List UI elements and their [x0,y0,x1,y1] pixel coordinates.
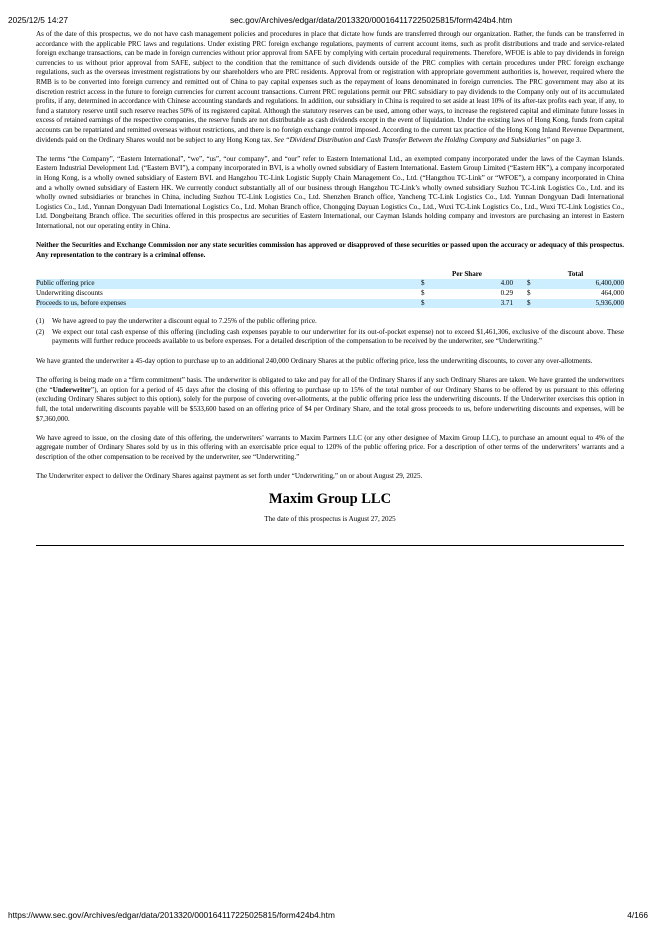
total-value: 6,400,000 [537,279,624,289]
currency: $ [421,289,425,298]
currency: $ [421,279,431,289]
row-label: Proceeds to us, before expenses [36,299,421,309]
print-title: sec.gov/Archives/edgar/data/2013320/000164117225025815/form424b4.htm [230,15,513,25]
per-share-header: Per Share [452,269,482,278]
table-row [36,289,624,299]
footnote [36,328,624,347]
paragraph-text: on page 3. [550,135,582,144]
divider [36,545,624,546]
row-label: Underwriting discounts [36,289,103,298]
page-url: https://www.sec.gov/Archives/edgar/data/2013320/000164117225025815/form424b4.htm [8,910,335,920]
terms-paragraph: The terms “the Company”, “Eastern International”, “we”, “us”, “our company”, and “our” refer to Eastern International Ltd., an exempted company incorporated under the laws of the Cayman Islands. Eastern Industrial Development Ltd. (“Eastern BVI”), a company incorporated in BVI, is a wholly owned subsidiary of Eastern International. Eastern Group Limited (“Eastern HK”), a company incorporated in Hong Kong, is a wholly owned subsidiary of Eastern BVI. and Hangzhou TC-Link Logistic Supply Chain Management Co., Ltd. (“Hangzhou TC-Link” or “WFOE”), a company incorporated in China and a wholly owned subsidiary of Eastern HK. We currently conduct substantially all of our business through Hangzhou TC-Link’s wholly owned subsidiary Suzhou TC-Link Logistics Co., Ltd. and its wholly owned subsidiaries or branches in China, including Suzhou TC-Link Logistics Co., Ltd. Shenzhen Branch office, Yancheng TC-Link Logistics Co., Ltd. Yunnan Dongyuan Dadi International Logistics Co., Ltd., Yunnan Dongyuan Dadi International Logistics Co., Ltd. Mohan Branch office, Chongqing Dayuan Logistics Co., Ltd., Wuxi TC-Link Logistics Co., Ltd., Wuxi TC-Link Logistics Co., Ltd. Dongbeitang Branch office. The securities offered in this prospectus are securities of Eastern International, our Cayman Islands holding company and investors are purchasing an interest in Eastern International, not our operating entity in China. [36,154,624,230]
row-label: Public offering price [36,279,421,289]
document-body [36,30,624,546]
offering-table [36,270,624,308]
per-share-value: 3.71 [431,299,513,309]
overallotment-paragraph: We have granted the underwriter a 45-day option to purchase up to an additional 240,000 Ordinary Shares at the public offering price, less the underwriting discounts, to cover any over-allotments. [36,357,593,365]
table-header [36,270,624,280]
per-share-value: 4.00 [431,279,513,289]
currency: $ [421,299,431,309]
currency: $ [527,299,537,309]
footnote-text: We expect our total cash expense of this offering (including cash expenses payable to our underwriter for its out-of-pocket expense) not to exceed $1,461,306, exclusive of the discount above. These payments will further reduce proceeds available to us before expenses. For a detailed description of the compensation to be received by the underwriter, see “Underwriting.” [52,327,624,346]
footnote-number: (1) [36,317,45,326]
per-share-value: 0.29 [500,289,513,298]
table-row [36,299,624,309]
print-timestamp: 2025/12/5 14:27 [8,15,68,25]
page-number: 4/166 [627,910,648,920]
warrants-paragraph: We have agreed to issue, on the closing date of this offering, the underwriters’ warrants to Maxim Partners LLC (or any other designee of Maxim Group LLC), to purchase an amount equal to 4% of the aggregate number of Ordinary Shares sold by us in this offering with an exercisable price equal to 120% of the public offering price. For a description of other terms of the underwriters’ warrants and a description of the other compensation to be received by the underwriter, see “Underwriting.” [36,433,624,461]
currency: $ [527,289,531,298]
total-value: 5,936,000 [537,299,624,309]
sec-disclaimer: Neither the Securities and Exchange Commission nor any state securities commission has approved or disapproved of these securities or passed upon the accuracy or adequacy of this prospectus. Any representation to the contrary is a criminal offense. [36,241,624,259]
cash-management-paragraph [36,30,624,145]
paragraph-text: The offering is being made on a “firm commitment” basis. The underwriter is obligated to take and pay for all of the Ordinary Shares if any such Ordinary Shares are taken. We have granted the underwriters (the “ [36,376,624,394]
currency: $ [527,279,537,289]
defined-term: Underwriter [52,385,91,394]
table-row [36,279,624,289]
firm-commitment-paragraph [36,376,624,424]
delivery-paragraph: The Underwriter expect to deliver the Ordinary Shares against payment as set forth under “Underwriting,” on or about August 29, 2025. [36,472,423,481]
paragraph-text: As of the date of this prospectus, we do not have cash management policies and procedures in place that dictate how funds are transferred through our organization. Rather, the funds can be transferred in accordance with the applicable PRC laws and regulations. Under existing PRC foreign exchange regulations, payments of current account items, such as profit distributions and trade and service-related foreign exchange transactions, can be made in foreign currencies without prior approval from SAFE by complying with certain procedural requirements. Therefore, WFOE is able to pay dividends in foreign currencies to us without prior approval from SAFE, subject to the condition that the remittance of such dividends outside of the PRC complies with certain procedures under PRC foreign exchange regulations, such as the overseas investment registrations by our shareholders who are PRC residents. Approval from or registration with appropriate government authorities is, however, required where the RMB is to be converted into foreign currency and remitted out of China to pay capital expenses such as the repayment of loans denominated in foreign currencies. The PRC government may also at its discretion restrict access in the future to foreign currencies for current account transactions. Current PRC regulations permit our PRC subsidiary to pay dividends to the Company only out of its accumulated profits, if any, determined in accordance with Chinese accounting standards and regulations. In addition, our subsidiary in China is required to set aside at least 10% of its after-tax profits each year, if any, to fund a statutory reserve until such reserve reaches 50% of its registered capital. Although the statutory reserves can be used, among other ways, to increase the registered capital and eliminate future losses in excess of retained earnings of the respective companies, the reserve funds are not distributable as cash dividends except in the event of liquidation. Under the existing laws of Hong Kong, funds from capital accounts can be repatriated and remitted overseas without restrictions, and there is no foreign exchange control imposed. According to the current tax practice of the Hong Kong Inland Revenue Department, dividends paid on the Ordinary Shares would not be subject to any Hong Kong tax. [36,30,624,144]
paragraph-text: ”), an option for a period of 45 days after the closing of this offering to purchase up to 15% of the total number of our Ordinary Shares to be offered by us pursuant to this offering (excluding Ordinary Shares subject to this option), solely for the purpose of covering over-allotments, at the public offering price less the underwriting discounts. If the Underwriter exercises this option in full, the total underwriting discounts payable will be $533,600 based on an offering price of $4 per Ordinary Share, and the total gross proceeds to us, before underwriting discounts and expenses, will be $7,360,000. [36,385,624,423]
footnote [36,317,624,327]
footnote-text: We have agreed to pay the underwriter a discount equal to 7.25% of the public offering price. [52,317,317,326]
underwriter-name: Maxim Group LLC [268,491,392,508]
total-value: 464,000 [600,289,624,298]
prospectus-date: The date of this prospectus is August 27, 2025 [264,515,396,524]
total-header: Total [567,269,584,278]
cross-reference: See “Dividend Distribution and Cash Transfer Between the Holding Company and Subsidiaries” [274,135,551,144]
footnote-number: (2) [36,327,45,336]
